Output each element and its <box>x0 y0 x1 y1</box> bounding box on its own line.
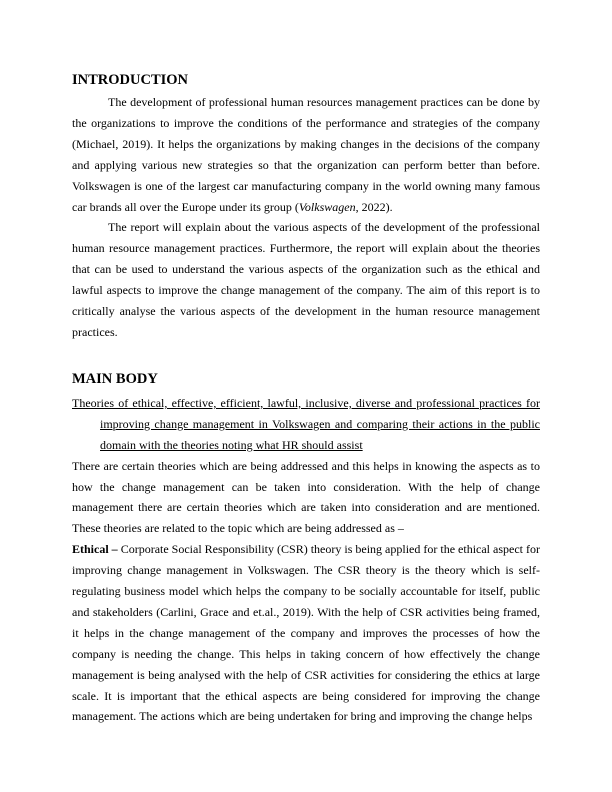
main-body-paragraph-1: There are certain theories which are being addressed and this helps in knowing the aspects as to how the change management can be taken into consideration. With the help of change management there are certain theories which are taken into consideration and are mentioned. These theories are related to the topic which are being addressed as – <box>72 458 540 536</box>
introduction-paragraph-1 <box>72 92 540 217</box>
intro-para1-citation: Volkswagen <box>298 199 356 214</box>
introduction-heading: INTRODUCTION <box>72 72 189 88</box>
document-page <box>72 70 540 727</box>
ethical-text: Corporate Social Responsibility (CSR) theory is being applied for the ethical aspect for improving change management in Volkswagen. The CSR theory is the theory which is self-regulating business model which helps the company to be socially accountable for itself, public and stakeholders (Carlini, Grace and et.al., 2019). With the help of CSR activities being framed, it helps in the change management of the company and improves the processes of how the company is needing the change. This helps in taking concern of how effectively the change management is being analysed with the help of CSR activities for considering the ethics at large scale. It is important that the ethical aspects are being considered for improving the change management. The actions which are being undertaken for bring and improving the change helps <box>72 542 540 724</box>
main-body-subheading: Theories of ethical, effective, efficient, lawful, inclusive, diverse and professional practices for improving change management in Volkswagen and comparing their actions in the public domain with the theories noting what HR should assist <box>72 395 540 452</box>
intro-para1-end: , 2022). <box>355 199 393 214</box>
intro-para1-text: The development of professional human resources management practices can be done by the organizations to improve the conditions of the performance and strategies of the company (Michael, 2019). It helps the organizations by making changes in the decisions of the company and applying various new strategies so that the organization can perform better than before. Volkswagen is one of the largest car manufacturing company in the world owning many famous car brands all over the Europe under its group ( <box>72 95 540 214</box>
ethical-term: Ethical – <box>72 542 118 557</box>
main-body-heading: MAIN BODY <box>72 370 158 387</box>
ethical-paragraph <box>72 539 540 727</box>
introduction-paragraph-2: The report will explain about the various aspects of the development of the professional human resource management practices. Furthermore, the report will explain about the theories that can be used to understand the various aspects of the organization such as the ethical and lawful aspects to improve the change management of the company. The aim of this report is to critically analyse the various aspects of the development in the human resource management practices. <box>72 220 540 339</box>
